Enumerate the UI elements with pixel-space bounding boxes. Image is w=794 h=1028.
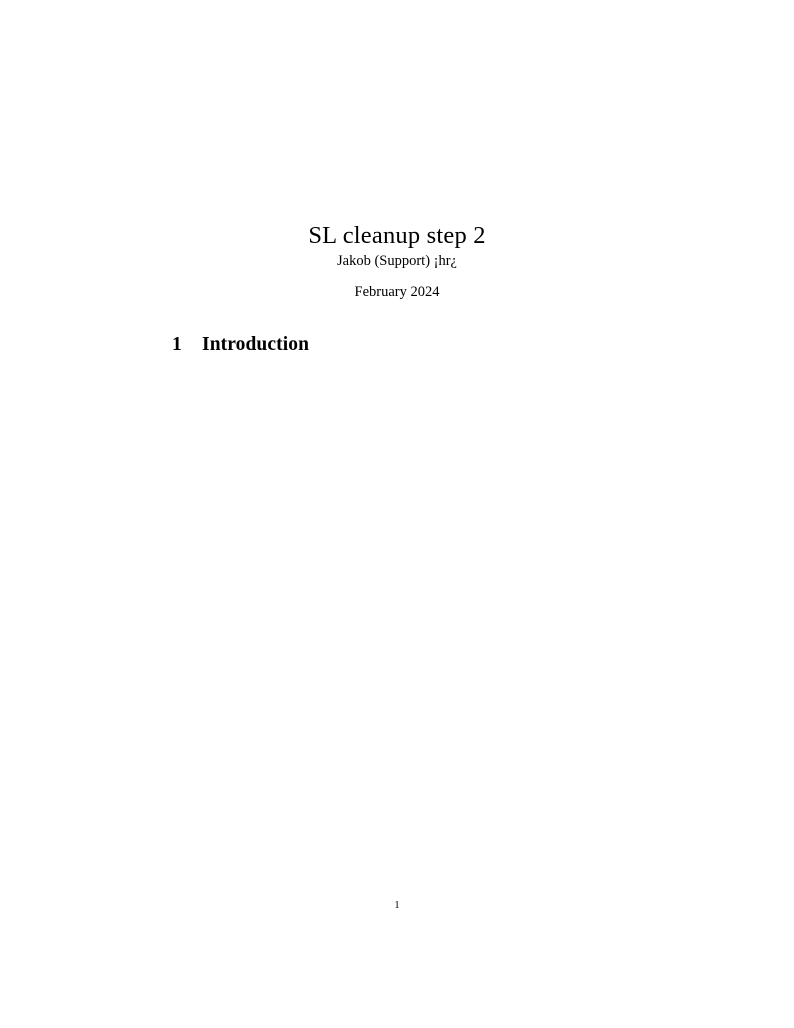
section-number: 1: [172, 334, 182, 355]
page-number: 1: [394, 900, 400, 911]
document-date: February 2024: [354, 284, 440, 300]
section-title: Introduction: [202, 334, 310, 355]
document-author: Jakob (Support) ¡hr¿: [336, 253, 457, 269]
page-title: SL cleanup step 2: [308, 222, 486, 250]
section-heading-introduction: [172, 334, 672, 356]
